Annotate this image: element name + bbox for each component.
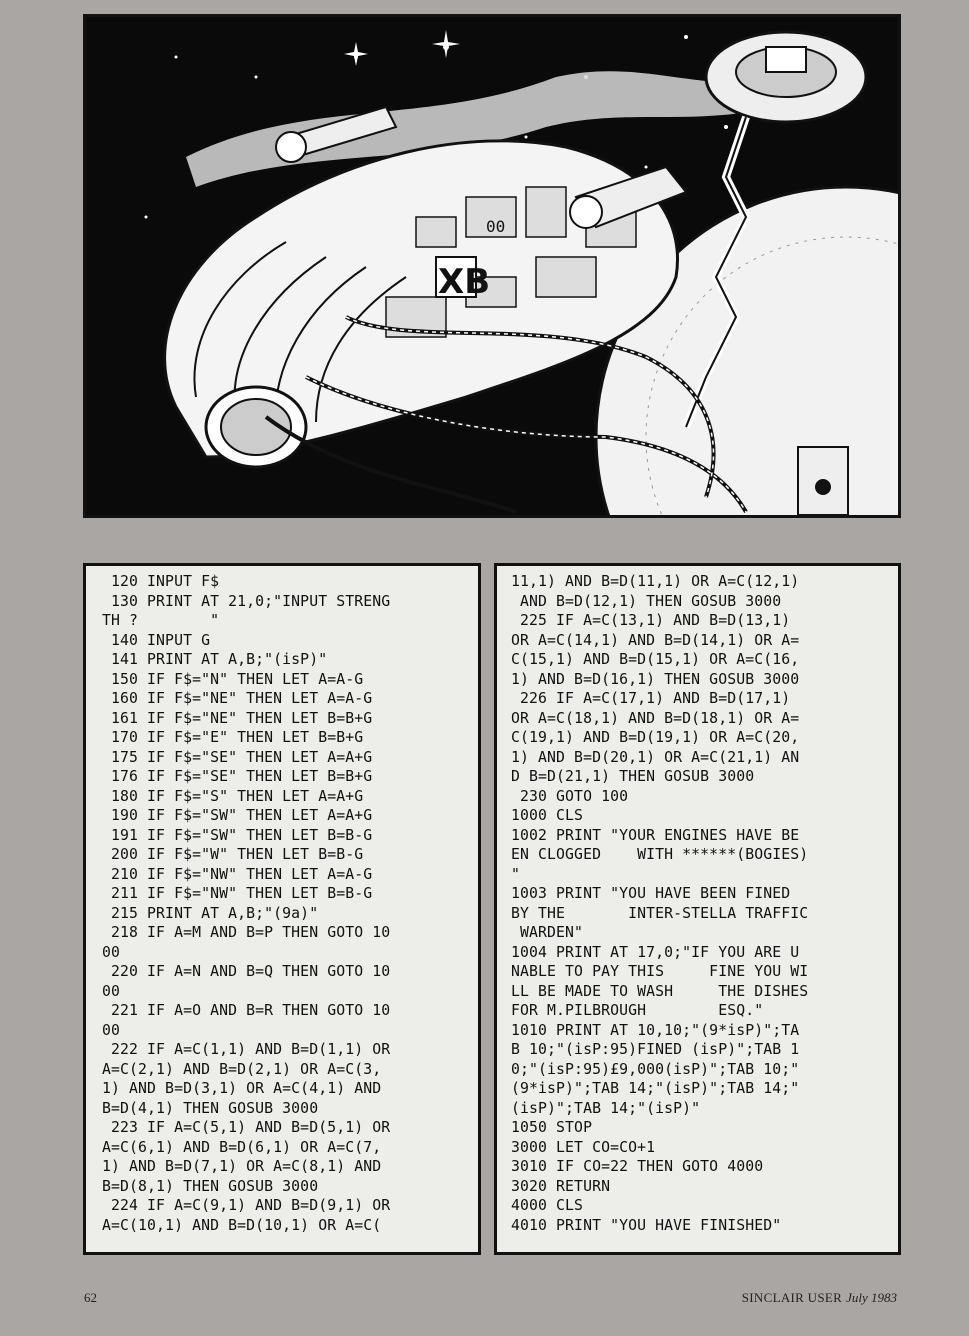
code-line: 00 bbox=[102, 1021, 121, 1039]
code-line: 1) AND B=D(3,1) OR A=C(4,1) AND bbox=[102, 1080, 382, 1097]
code-line: 1050 STOP bbox=[511, 1119, 593, 1136]
code-line: 141 PRINT AT A,B;"(isP)" bbox=[102, 651, 328, 668]
publication-info bbox=[742, 1290, 897, 1306]
code-line: 3000 LET CO=CO+1 bbox=[511, 1138, 656, 1156]
code-line: EN CLOGGED WITH ******(BOGIES) bbox=[511, 846, 809, 863]
code-line: FOR M.PILBROUGH ESQ." bbox=[511, 1002, 764, 1019]
code-line: B 10;"(isP:95)FINED (isP)";TAB 1 bbox=[511, 1041, 800, 1058]
code-line: TH ? " bbox=[102, 612, 220, 629]
code-line: C(15,1) AND B=D(15,1) OR A=C(16, bbox=[511, 651, 800, 668]
code-line: LL BE MADE TO WASH THE DISHES bbox=[511, 982, 809, 1000]
code-listing-right bbox=[494, 563, 901, 1255]
space-station bbox=[706, 32, 866, 122]
code-line: 211 IF F$="NW" THEN LET B=B-G bbox=[102, 885, 373, 902]
magazine-name: SINCLAIR USER bbox=[741, 1290, 843, 1305]
basic-code bbox=[511, 572, 898, 1235]
pod-marking: 00 bbox=[486, 217, 506, 236]
code-listing-left bbox=[83, 563, 481, 1255]
code-line: 215 PRINT AT A,B;"(9a)" bbox=[102, 904, 319, 922]
code-line: 190 IF F$="SW" THEN LET A=A+G bbox=[102, 807, 373, 824]
code-line: 161 IF F$="NE" THEN LET B=B+G bbox=[102, 709, 373, 727]
code-line: 220 IF A=N AND B=Q THEN GOTO 10 bbox=[102, 963, 391, 980]
page-number: 62 bbox=[84, 1290, 97, 1305]
code-line: NABLE TO PAY THIS FINE YOU WI bbox=[511, 963, 809, 980]
code-line: 210 IF F$="NW" THEN LET A=A-G bbox=[102, 865, 373, 883]
code-line: D B=D(21,1) THEN GOSUB 3000 bbox=[511, 768, 755, 785]
hull-marking: XB bbox=[438, 262, 491, 302]
code-line: 1) AND B=D(7,1) OR A=C(8,1) AND bbox=[102, 1158, 382, 1175]
code-line: " bbox=[511, 865, 521, 883]
code-line: 223 IF A=C(5,1) AND B=D(5,1) OR bbox=[102, 1119, 391, 1136]
code-line: OR A=C(14,1) AND B=D(14,1) OR A= bbox=[511, 631, 800, 649]
code-line: 1) AND B=D(20,1) OR A=C(21,1) AN bbox=[511, 748, 800, 766]
spaceship-illustration bbox=[83, 14, 901, 518]
code-line: 1003 PRINT "YOU HAVE BEEN FINED bbox=[511, 885, 791, 902]
code-line: 200 IF F$="W" THEN LET B=B-G bbox=[102, 846, 364, 863]
code-line: 11,1) AND B=D(11,1) OR A=C(12,1) bbox=[511, 573, 800, 590]
code-line: 0;"(isP:95)£9,000(isP)";TAB 10;" bbox=[511, 1060, 800, 1078]
code-line: 1002 PRINT "YOUR ENGINES HAVE BE bbox=[511, 826, 800, 844]
code-line: 175 IF F$="SE" THEN LET A=A+G bbox=[102, 748, 373, 766]
code-line: 00 bbox=[102, 943, 121, 961]
code-line: 130 PRINT AT 21,0;"INPUT STRENG bbox=[102, 592, 391, 610]
code-line: 4000 CLS bbox=[511, 1197, 584, 1214]
issue-date: July 1983 bbox=[846, 1290, 897, 1305]
code-line: 3020 RETURN bbox=[511, 1177, 611, 1195]
code-line: A=C(2,1) AND B=D(2,1) OR A=C(3, bbox=[102, 1060, 382, 1078]
code-line: OR A=C(18,1) AND B=D(18,1) OR A= bbox=[511, 709, 800, 727]
code-line: 225 IF A=C(13,1) AND B=D(13,1) bbox=[511, 612, 791, 629]
code-line: 00 bbox=[102, 982, 121, 1000]
code-line: C(19,1) AND B=D(19,1) OR A=C(20, bbox=[511, 729, 800, 746]
code-line: 1010 PRINT AT 10,10;"(9*isP)";TA bbox=[511, 1021, 800, 1039]
code-line: 218 IF A=M AND B=P THEN GOTO 10 bbox=[102, 924, 391, 941]
code-line: 230 GOTO 100 bbox=[511, 787, 629, 805]
code-line: (isP)";TAB 14;"(isP)" bbox=[511, 1099, 701, 1117]
illustration-drawing bbox=[86, 17, 898, 515]
code-line: 180 IF F$="S" THEN LET A=A+G bbox=[102, 787, 364, 805]
basic-code bbox=[102, 572, 478, 1235]
code-line: A=C(10,1) AND B=D(10,1) OR A=C( bbox=[102, 1216, 382, 1234]
code-line: 150 IF F$="N" THEN LET A=A-G bbox=[102, 670, 364, 688]
code-line: B=D(8,1) THEN GOSUB 3000 bbox=[102, 1177, 319, 1195]
code-line: 4010 PRINT "YOU HAVE FINISHED" bbox=[511, 1216, 782, 1234]
code-line: B=D(4,1) THEN GOSUB 3000 bbox=[102, 1099, 319, 1117]
code-line: 120 INPUT F$ bbox=[102, 573, 220, 590]
code-line: 1000 CLS bbox=[511, 807, 584, 824]
code-line: 224 IF A=C(9,1) AND B=D(9,1) OR bbox=[102, 1197, 391, 1214]
code-line: 226 IF A=C(17,1) AND B=D(17,1) bbox=[511, 690, 791, 707]
code-line: 222 IF A=C(1,1) AND B=D(1,1) OR bbox=[102, 1041, 391, 1058]
code-line: 191 IF F$="SW" THEN LET B=B-G bbox=[102, 826, 373, 844]
code-line: 221 IF A=O AND B=R THEN GOTO 10 bbox=[102, 1002, 391, 1019]
code-line: 1) AND B=D(16,1) THEN GOSUB 3000 bbox=[511, 670, 800, 688]
code-line: 140 INPUT G bbox=[102, 631, 211, 649]
code-line: 160 IF F$="NE" THEN LET A=A-G bbox=[102, 690, 373, 707]
code-line: BY THE INTER-STELLA TRAFFIC bbox=[511, 904, 809, 922]
code-line: 176 IF F$="SE" THEN LET B=B+G bbox=[102, 768, 373, 785]
code-line: 3010 IF CO=22 THEN GOTO 4000 bbox=[511, 1158, 764, 1175]
code-line: (9*isP)";TAB 14;"(isP)";TAB 14;" bbox=[511, 1080, 800, 1097]
code-line: WARDEN" bbox=[511, 924, 584, 941]
code-line: AND B=D(12,1) THEN GOSUB 3000 bbox=[511, 592, 782, 610]
code-line: A=C(6,1) AND B=D(6,1) OR A=C(7, bbox=[102, 1138, 382, 1156]
code-line: 1004 PRINT AT 17,0;"IF YOU ARE U bbox=[511, 943, 800, 961]
code-line: 170 IF F$="E" THEN LET B=B+G bbox=[102, 729, 364, 746]
